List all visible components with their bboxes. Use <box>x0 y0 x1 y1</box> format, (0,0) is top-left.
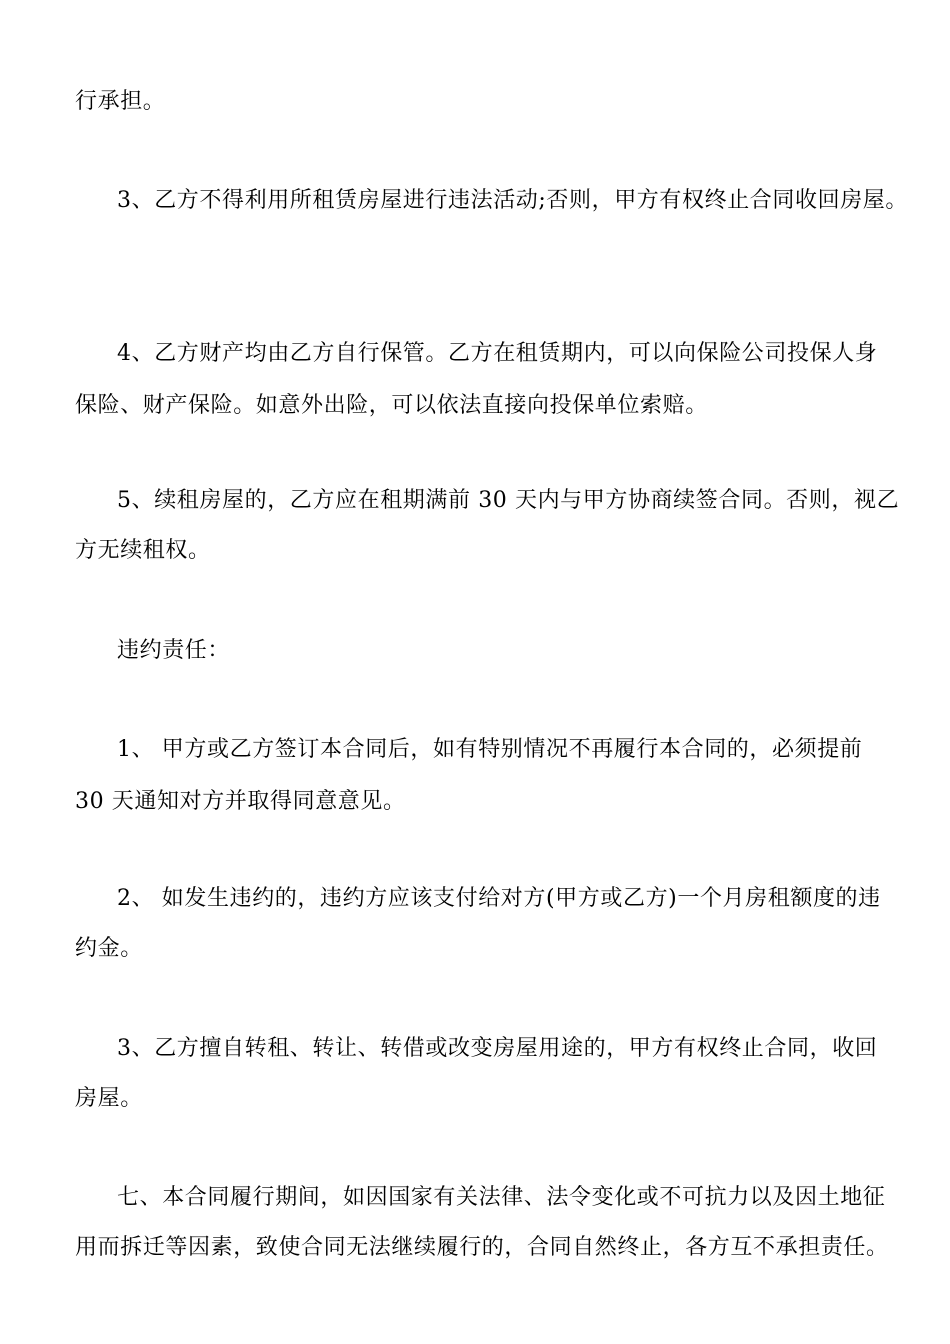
text-line: 保险、财产保险。如意外出险，可以依法直接向投保单位索赔。 <box>75 393 708 418</box>
text-line: 约金。 <box>75 936 143 961</box>
text-line: 房屋。 <box>75 1086 143 1111</box>
section-heading: 违约责任： <box>117 638 231 663</box>
text-line: 4、乙方财产均由乙方自行保管。乙方在租赁期内，可以向保险公司投保人身 <box>117 341 878 366</box>
text-line: 3、乙方不得利用所租赁房屋进行违法活动;否则，甲方有权终止合同收回房屋。 <box>117 188 909 213</box>
text-line: 3、乙方擅自转租、转让、转借或改变房屋用途的，甲方有权终止合同，收回 <box>117 1036 878 1061</box>
text-line: 用而拆迁等因素，致使合同无法继续履行的，合同自然终止，各方互不承担责任。 <box>75 1235 889 1260</box>
text-line: 5、续租房屋的，乙方应在租期满前 30 天内与甲方协商续签合同。否则，视乙 <box>117 488 900 513</box>
text-line: 30 天通知对方并取得同意意见。 <box>75 789 406 814</box>
text-line: 1、 甲方或乙方签订本合同后，如有特别情况不再履行本合同的，必须提前 <box>117 737 863 762</box>
text-line: 七、本合同履行期间，如因国家有关法律、法令变化或不可抗力以及因土地征 <box>117 1185 886 1210</box>
text-line: 行承担。 <box>75 89 166 114</box>
text-line: 2、 如发生违约的，违约方应该支付给对方(甲方或乙方)一个月房租额度的违 <box>117 886 881 911</box>
text-line: 方无续租权。 <box>75 538 211 563</box>
